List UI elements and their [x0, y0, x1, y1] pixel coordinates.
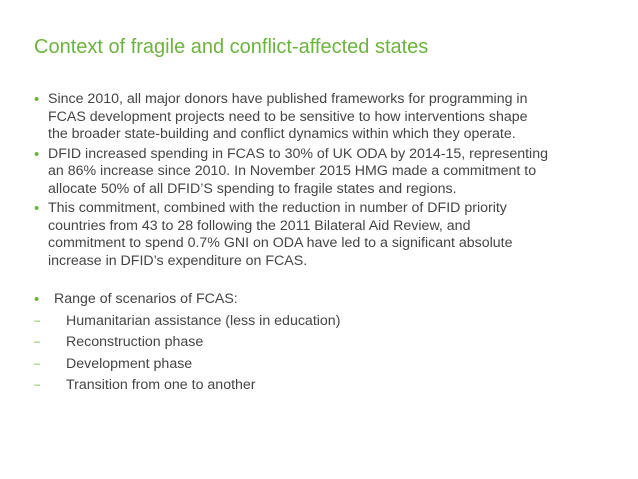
dash-icon: –: [34, 379, 41, 391]
bullet-line: Since 2010, all major donors have published frameworks for programming in: [48, 91, 528, 107]
dash-icon: –: [34, 314, 41, 327]
range-heading: Range of scenarios of FCAS:: [54, 291, 238, 307]
bullet-item: [34, 91, 629, 144]
bullet-line: FCAS development projects need to be sensitive to how interventions shape: [48, 108, 528, 125]
sub-item-label: Development phase: [66, 355, 193, 372]
bullet-line: allocate 50% of all DFID’S spending to fragile states and regions.: [48, 180, 457, 197]
sub-item: [34, 375, 629, 397]
bullet-line: This commitment, combined with the reduction in number of DFID priority: [48, 200, 507, 216]
bullet-line: commitment to spend 0.7% GNI on ODA have led to a significant absolute: [48, 235, 513, 251]
bullet-line: DFID increased spending in FCAS to 30% of UK ODA by 2014-15, representing: [48, 145, 548, 162]
bullet-item: [34, 146, 629, 199]
bullet-line: the broader state-building and conflict dynamics within which they operate.: [48, 126, 516, 142]
sub-item: [34, 311, 629, 333]
spacer: [34, 272, 629, 291]
sub-item: [34, 332, 629, 354]
dash-icon: –: [34, 357, 41, 370]
sub-item-label: Humanitarian assistance (less in education): [66, 312, 341, 329]
bullet-list: [34, 91, 629, 397]
dash-icon: –: [34, 336, 41, 348]
slide-title: Context of fragile and conflict-affected states: [34, 36, 429, 58]
bullet-item-range: [34, 291, 629, 309]
bullet-icon: •: [34, 291, 40, 308]
bullet-icon: •: [34, 200, 40, 217]
bullet-line: increase in DFID’s expenditure on FCAS.: [48, 252, 308, 269]
bullet-icon: •: [34, 145, 40, 163]
bullet-line: countries from 43 to 28 following the 2011 Bilateral Aid Review, and: [48, 217, 471, 234]
sub-item: [34, 354, 629, 376]
bullet-icon: •: [34, 91, 40, 108]
sub-item-label: Transition from one to another: [66, 377, 256, 393]
bullet-item: [34, 200, 629, 270]
sub-item-label: Reconstruction phase: [66, 334, 204, 350]
bullet-line: an 86% increase since 2010. In November 2015 HMG made a commitment to: [48, 163, 537, 179]
